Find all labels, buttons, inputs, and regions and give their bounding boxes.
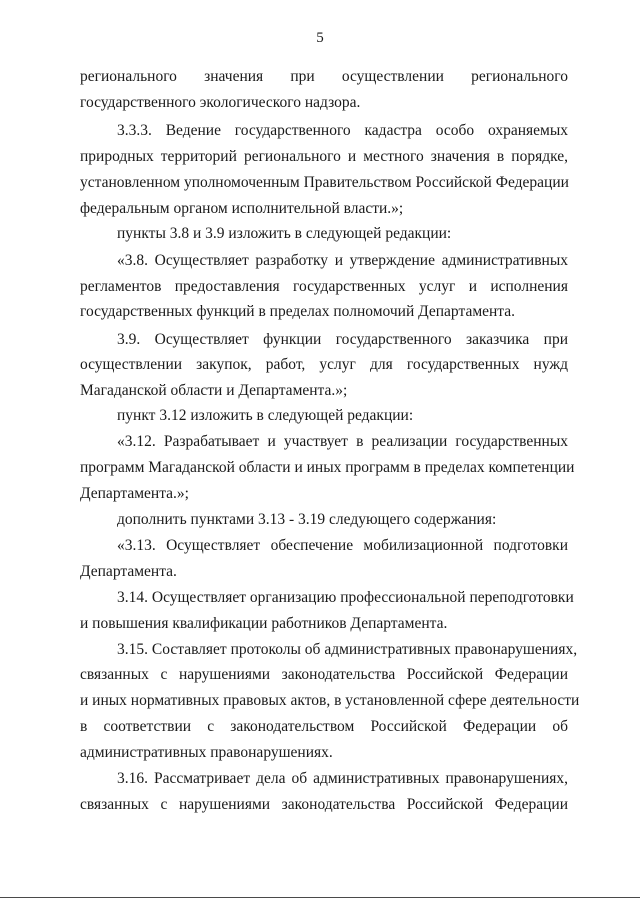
text-line: 3.3.3. Ведение государственного кадастра особо охраняемых xyxy=(117,122,568,139)
text-line: Департамента.»; xyxy=(80,485,189,502)
text-line: регионального значения при осуществлении регионального xyxy=(80,68,568,85)
text-line: 3.15. Составляет протоколы об административных правонарушениях, xyxy=(117,641,578,658)
scan-edge-line xyxy=(0,897,640,898)
text-line: 3.9. Осуществляет функции государственного заказчика при xyxy=(117,331,568,348)
text-line: Магаданской области и Департамента.»; xyxy=(80,382,348,399)
text-line: «3.8. Осуществляет разработку и утверждение административных xyxy=(117,252,568,269)
text-line: государственного экологического надзора. xyxy=(80,94,361,111)
text-line: и иных нормативных правовых актов, в установленной сфере деятельности xyxy=(80,692,580,709)
text-line: административных правонарушениях. xyxy=(80,744,333,761)
text-line: регламентов предоставления государственных услуг и исполнения xyxy=(80,278,568,295)
text-line: осуществлении закупок, работ, услуг для государственных нужд xyxy=(80,356,568,373)
text-line: 3.16. Рассматривает дела об административных правонарушениях, xyxy=(117,770,568,787)
text-line: «3.12. Разрабатывает и участвует в реализации государственных xyxy=(117,433,568,450)
text-line: природных территорий регионального и местного значения в порядке, xyxy=(80,148,568,165)
text-line: федеральным органом исполнительной власти.»; xyxy=(80,200,404,217)
text-line: пункты 3.8 и 3.9 изложить в следующей редакции: xyxy=(117,225,452,242)
text-line: связанных с нарушениями законодательства Российской Федерации xyxy=(80,796,568,813)
text-line: программ Магаданской области и иных программ в пределах компетенции xyxy=(80,459,575,476)
text-line: связанных с нарушениями законодательства Российской Федерации xyxy=(80,666,568,683)
text-line: в соответствии с законодательством Российской Федерации об xyxy=(80,718,568,735)
text-line: «3.13. Осуществляет обеспечение мобилизационной подготовки xyxy=(117,537,568,554)
page-number: 5 xyxy=(316,30,324,46)
text-line: и повышения квалификации работников Департамента. xyxy=(80,615,448,632)
text-line: государственных функций в пределах полномочий Департамента. xyxy=(80,303,516,320)
text-line: Департамента. xyxy=(80,563,177,580)
text-line: 3.14. Осуществляет организацию профессиональной переподготовки xyxy=(117,589,574,606)
text-line: установленном уполномоченным Правительством Российской Федерации xyxy=(80,174,569,191)
text-line: пункт 3.12 изложить в следующей редакции: xyxy=(117,407,414,424)
text-line: дополнить пунктами 3.13 - 3.19 следующего содержания: xyxy=(117,511,497,528)
